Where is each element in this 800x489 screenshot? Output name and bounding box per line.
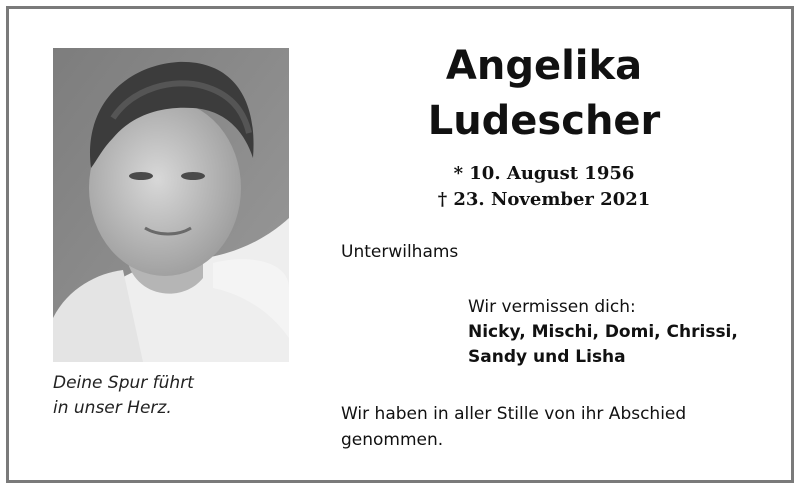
last-name: Ludescher <box>427 98 661 144</box>
obituary-frame <box>6 6 794 483</box>
place-name: Unterwilhams <box>341 242 459 262</box>
birth-date: * 10. August 1956 <box>453 163 635 184</box>
photo-caption <box>53 371 194 421</box>
closing-statement: Wir haben in aller Stille von ihr Abschied genommen. <box>341 404 687 450</box>
death-date: † 23. November 2021 <box>437 189 651 210</box>
mourners-block <box>468 295 738 370</box>
caption-line-2: in unser Herz. <box>53 398 172 418</box>
miss-intro: Wir vermissen dich: <box>468 297 636 317</box>
mourner-names-line-2: Sandy und Lisha <box>468 347 626 367</box>
first-name: Angelika <box>445 43 643 89</box>
portrait-image <box>53 48 289 362</box>
portrait-photo <box>53 48 289 362</box>
caption-line-1: Deine Spur führt <box>53 373 194 393</box>
mourner-names-line-1: Nicky, Mischi, Domi, Chrissi, <box>468 322 738 342</box>
